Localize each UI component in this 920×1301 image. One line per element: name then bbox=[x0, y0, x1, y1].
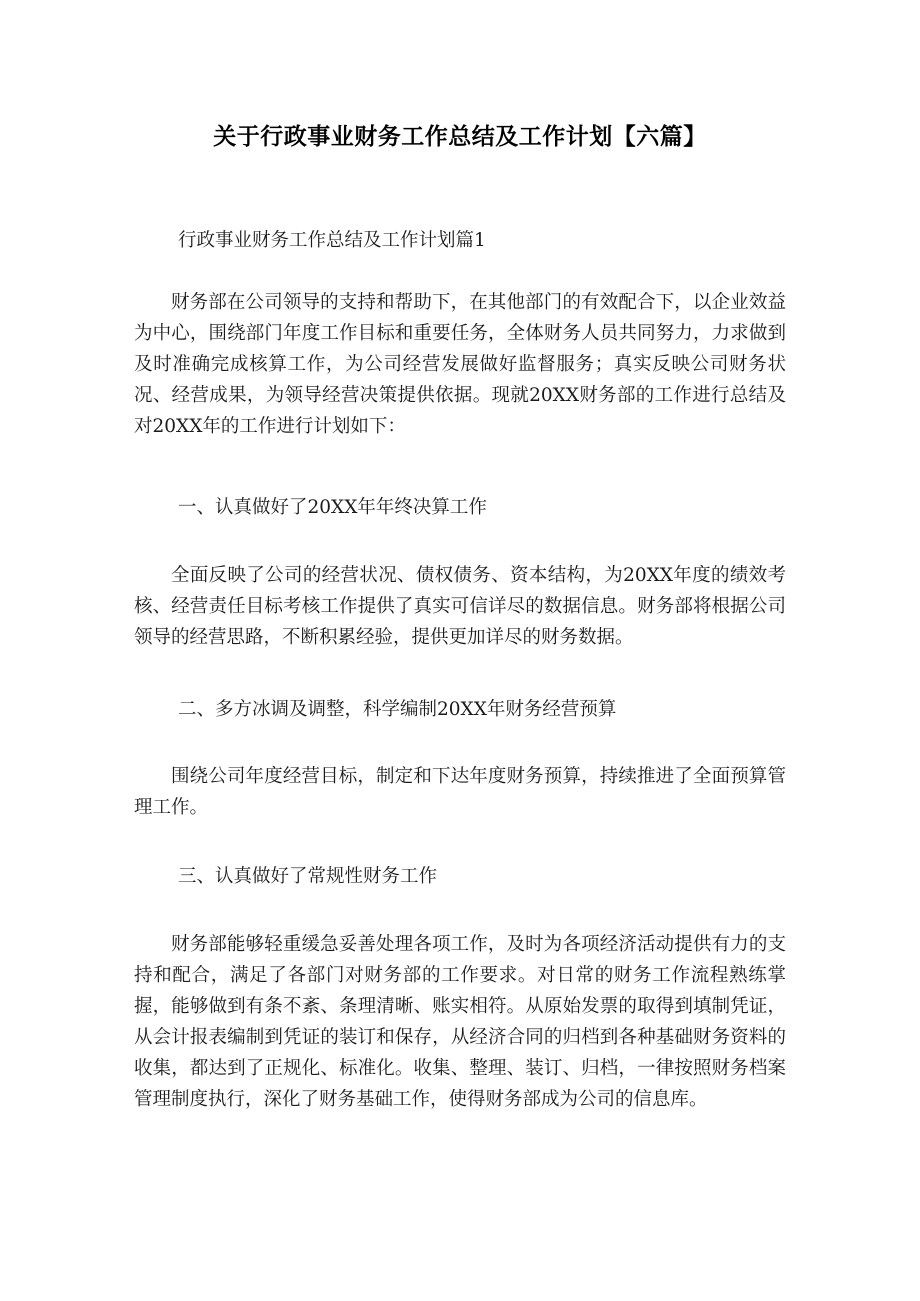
intro-paragraph: 财务部在公司领导的支持和帮助下，在其他部门的有效配合下，以企业效益为中心，围绕部门年度工作目标和重要任务，全体财务人员共同努力，力求做到及时准确完成核算工作，为公司经营发展做好监督服务；真实反映公司财务状况、经营成果，为领导经营决策提供依据。现就20XX财务部的工作进行总结及对20XX年的工作进行计划如下： bbox=[134, 292, 786, 437]
section-2-paragraph: 围绕公司年度经营目标，制定和下达年度财务预算，持续推进了全面预算管理工作。 bbox=[134, 766, 786, 818]
section-heading-3: 三、认真做好了常规性财务工作 bbox=[178, 866, 438, 887]
section-3-paragraph-block bbox=[134, 929, 786, 1115]
section-heading-1: 一、认真做好了20XX年年终决算工作 bbox=[178, 497, 487, 518]
section-3-paragraph: 财务部能够轻重缓急妥善处理各项工作，及时为各项经济活动提供有力的支持和配合，满足了各部门对财务部的工作要求。对日常的财务工作流程熟练掌握，能够做到有条不紊、条理清晰、账实相符。从原始发票的取得到填制凭证，从会计报表编制到凭证的装订和保存，从经济合同的归档到各种基础财务资料的收集，都达到了正规化、标准化。收集、整理、装订、归档，一律按照财务档案管理制度执行，深化了财务基础工作，使得财务部成为公司的信息库。 bbox=[134, 934, 786, 1110]
section-1-paragraph: 全面反映了公司的经营状况、债权债务、资本结构，为20XX年度的绩效考核、经营责任目标考核工作提供了真实可信详尽的数据信息。财务部将根据公司领导的经营思路，不断积累经验，提供更加详尽的财务数据。 bbox=[134, 565, 786, 648]
chapter-subtitle: 行政事业财务工作总结及工作计划篇1 bbox=[178, 230, 486, 251]
document-title: 关于行政事业财务工作总结及工作计划【六篇】 bbox=[213, 124, 707, 150]
section-1-paragraph-block bbox=[134, 560, 786, 653]
intro-paragraph-block bbox=[134, 287, 786, 442]
section-2-paragraph-block bbox=[134, 761, 786, 823]
section-heading-2: 二、多方冰调及调整，科学编制20XX年财务经营预算 bbox=[178, 699, 617, 720]
